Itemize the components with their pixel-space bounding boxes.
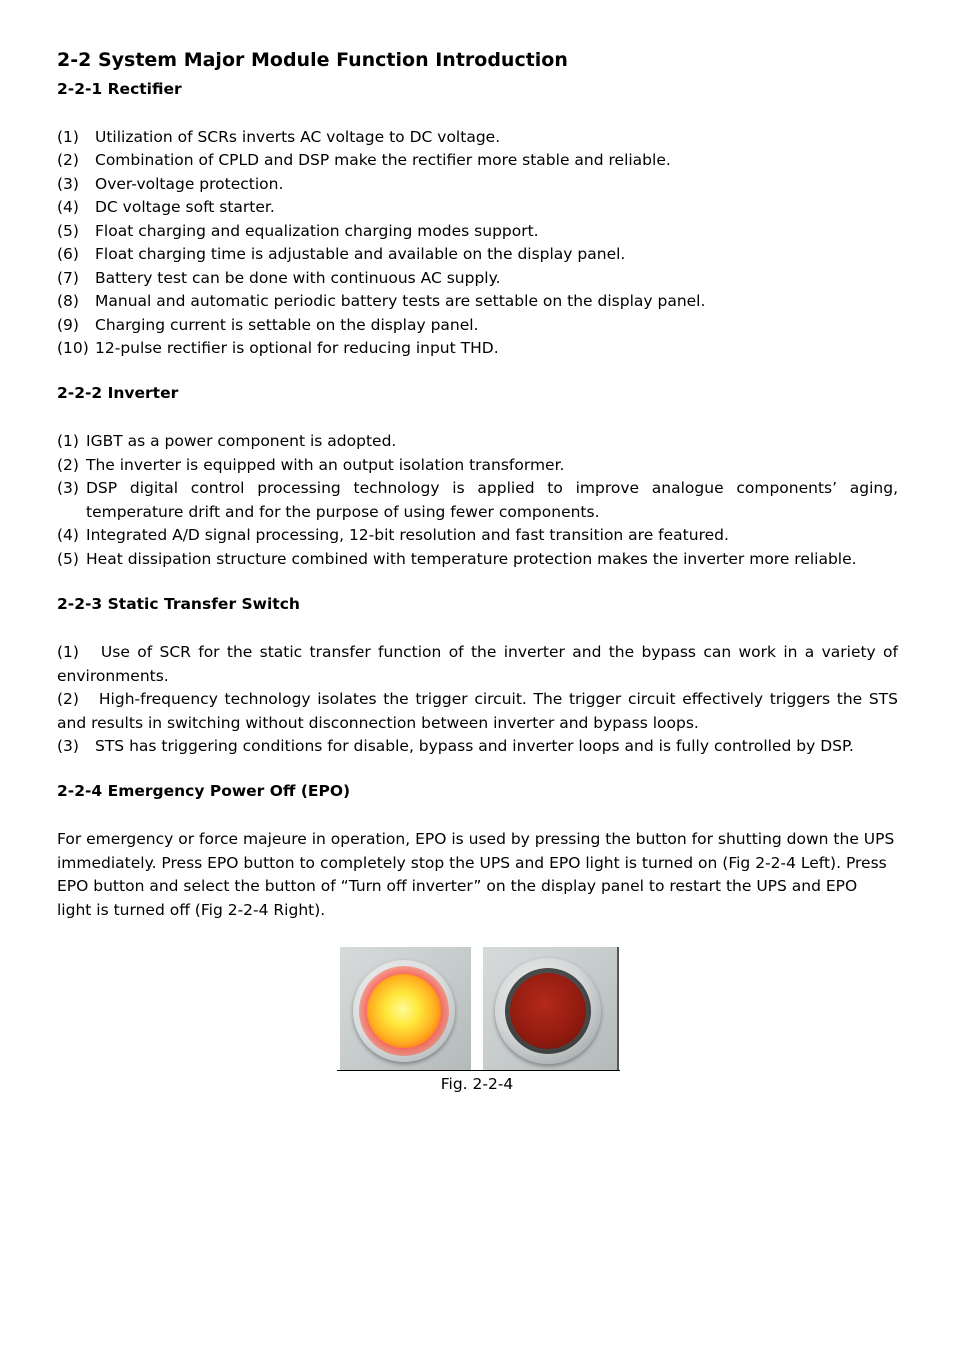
list-item: (7) Battery test can be done with continuous AC supply. xyxy=(57,269,501,287)
list-item: (2) Combination of CPLD and DSP make the rectifier more stable and reliable. xyxy=(57,151,671,169)
list-item: (1) Use of SCR for the static transfer function of the inverter and the bypass can work in a variety of environments. xyxy=(57,643,898,685)
epo-light-on-image xyxy=(340,947,471,1070)
list-item: (4) Integrated A/D signal processing, 12-bit resolution and fast transition are featured. xyxy=(57,526,729,544)
rectifier-heading: 2-2-1 Rectifier xyxy=(57,80,182,98)
epo-light-off-image xyxy=(483,947,619,1070)
list-item: (3) DSP digital control processing technology is applied to improve analogue components’ aging, temperature drift and for the purpose of using fewer components. xyxy=(57,479,898,521)
section-title: 2-2 System Major Module Function Introduction xyxy=(57,49,568,71)
figure-baseline xyxy=(337,1070,620,1071)
list-item: (8) Manual and automatic periodic battery tests are settable on the display panel. xyxy=(57,292,706,310)
list-item: (2) High-frequency technology isolates the trigger circuit. The trigger circuit effectively triggers the STS and results in switching without disconnection between inverter and bypass loops. xyxy=(57,690,898,732)
list-item: (5) Float charging and equalization charging modes support. xyxy=(57,222,539,240)
list-item: (3) STS has triggering conditions for disable, bypass and inverter loops and is fully controlled by DSP. xyxy=(57,737,854,755)
epo-heading: 2-2-4 Emergency Power Off (EPO) xyxy=(57,782,351,800)
list-item: (10) 12-pulse rectifier is optional for reducing input THD. xyxy=(57,339,499,357)
list-item: (5) Heat dissipation structure combined with temperature protection makes the inverter more reliable. xyxy=(57,550,857,568)
list-item: (2) The inverter is equipped with an output isolation transformer. xyxy=(57,456,565,474)
list-item: (1) IGBT as a power component is adopted. xyxy=(57,432,397,450)
epo-paragraph: For emergency or force majeure in operation, EPO is used by pressing the button for shutting down the UPS immediately. Press EPO button to completely stop the UPS and EPO light is turned on (Fig 2-2-4 Left). Press EPO button and select the button of “Turn off inverter” on the display panel to restart the UPS and EPO light is turned off (Fig 2-2-4 Right). xyxy=(57,830,895,919)
list-item: (1) Utilization of SCRs inverts AC voltage to DC voltage. xyxy=(57,128,501,146)
list-item: (9) Charging current is settable on the display panel. xyxy=(57,316,479,334)
inverter-heading: 2-2-2 Inverter xyxy=(57,384,179,402)
list-item: (6) Float charging time is adjustable and available on the display panel. xyxy=(57,245,626,263)
list-item: (4) DC voltage soft starter. xyxy=(57,198,275,216)
epo-light-figure xyxy=(337,945,620,1072)
sts-heading: 2-2-3 Static Transfer Switch xyxy=(57,595,300,613)
figure-caption: Fig. 2-2-4 xyxy=(440,1075,514,1093)
list-item: (3) Over-voltage protection. xyxy=(57,175,284,193)
